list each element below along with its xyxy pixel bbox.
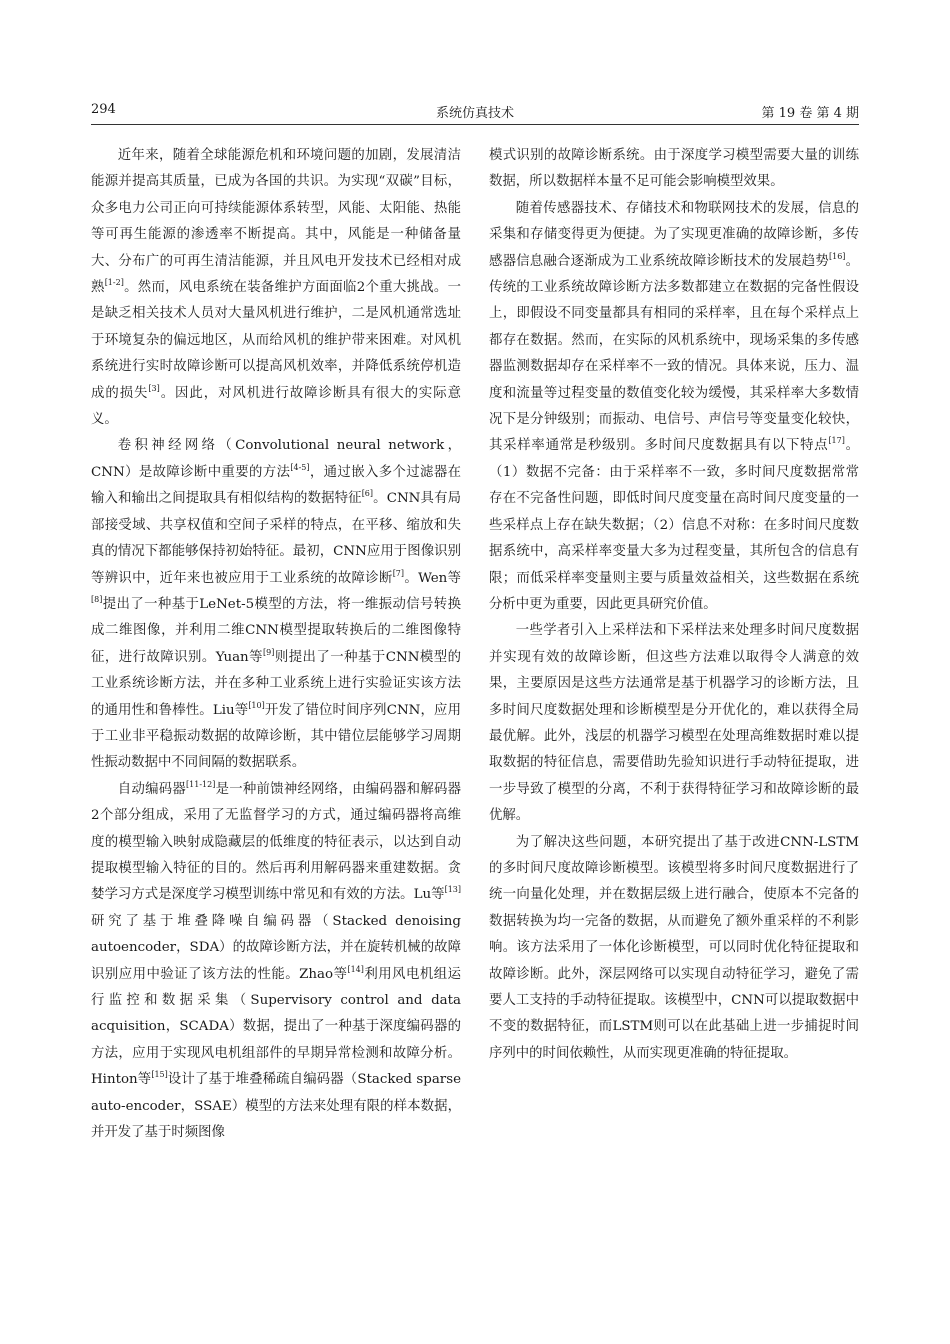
- paragraph: 模式识别的故障诊断系统。由于深度学习模型需要大量的训练数据，所以数据样本量不足可能会影响模型效果。: [489, 148, 859, 190]
- page-number: 294: [91, 102, 116, 117]
- citation: [16]: [828, 251, 846, 261]
- journal-title: 系统仿真技术: [435, 106, 514, 121]
- citation: [6]: [361, 489, 374, 499]
- citation: [13]: [444, 885, 461, 895]
- citation: [4-5]: [290, 462, 310, 472]
- running-header: [91, 98, 859, 125]
- citation: [7]: [392, 568, 405, 578]
- citation: [17]: [828, 436, 845, 446]
- paragraph: 随着传感器技术、存储技术和物联网技术的发展，信息的采集和存储变得更为便捷。为了实现更准确的故障诊断，多传感器信息融合逐渐成为工业系统故障诊断技术的发展趋势[16]。传统的工业系统故障诊断方法多数都建立在数据的完备性假设上，即假设不同变量都具有相同的采样率，且在每个采样点上都存在数据。然而，在实际的风机系统中，现场采集的多传感器监测数据却存在采样率不一致的情况。具体来说，压力、温度和流量等过程变量的数值变化较为缓慢，其采样率大多数情况下是分钟级别；而振动、电信号、声信号等变量变化较快，其采样率通常是秒级别。多时间尺度数据具有以下特点[17]。（1）数据不完备：由于采样率不一致，多时间尺度数据常常存在不完备性问题，即低时间尺度变量在高时间尺度变量的一些采样点上存在缺失数据；（2）信息不对称：在多时间尺度数据系统中，高采样率变量大多为过程变量，其所包含的信息有限；而低采样率变量则主要与质量效益相关，这些数据在系统分析中更为重要，因此更具研究价值。: [489, 200, 860, 612]
- citation: [3]: [148, 383, 160, 393]
- paragraph: 自动编码器[11-12]是一种前馈神经网络，由编码器和解码器2个部分组成，采用了无监督学习的方式，通过编码器将高维度的模型输入映射成隐藏层的低维度的特征表示，以达到自动提取模型输入特征的目的。然后再利用解码器来重建数据。贪婪学习方式是深度学习模型训练中常见和有效的方法。Lu等[13]研究了基于堆叠降噪自编码器（Stacked denoising autoencoder，SDA）的故障诊断方法，并在旋转机械的故障识别应用中验证了该方法的性能。Zhao等[14]利用风电机组运行监控和数据采集（Supervisory control and data acquisition，SCADA）数据，提出了一种基于深度编码器的方法，应用于实现风电机组部件的早期异常检测和故障分析。Hinton等[15]设计了基于堆叠稀疏自编码器（Stacked sparse auto-encoder，SSAE）模型的方法来处理有限的样本数据，并开发了基于时频图像: [91, 779, 462, 1141]
- paragraph: 近年来，随着全球能源危机和环境问题的加剧，发展清洁能源并提高其质量，已成为各国的共识。为实现“双碳”目标，众多电力公司正向可持续能源体系转型，风能、太阳能、热能等可再生能源的渗透率不断提高。其中，风能是一种储备量大、分布广的可再生清洁能源，并且风电开发技术已经相对成熟[1-2]。然而，风电系统在装备维护方面面临2个重大挑战。一是缺乏相关技术人员对大量风机进行维护，二是风机通常选址于环境复杂的偏远地区，从而给风机的维护带来困难。对风机系统进行实时故障诊断可以提高风机效率，并降低系统停机造成的损失[3]。因此，对风机进行故障诊断具有很大的实际意义。: [91, 148, 462, 428]
- paragraph: 卷积神经网络（Convolutional neural network，CNN）是故障诊断中重要的方法[4-5]，通过嵌入多个过滤器在输入和输出之间提取具有相似结构的数据特征[6]。CNN具有局部接受域、共享权值和空间子采样的特点，在平移、缩放和失真的情况下都能够保持初始特征。最初，CNN应用于图像识别等辨识中，近年来也被应用于工业系统的故障诊断[7]。Wen等[8]提出了一种基于LeNet-5模型的方法，将一维振动信号转换成二维图像，并利用二维CNN模型提取转换后的二维图像特征，进行故障识别。Yuan等[9]则提出了一种基于CNN模型的工业系统诊断方法，并在多种工业系统上进行实验证实该方法的通用性和鲁棒性。Liu等[10]开发了错位时间序列CNN，应用于工业非平稳振动数据的故障诊断，其中错位层能够学习周期性振动数据中不同间隔的数据联系。: [91, 438, 462, 771]
- citation: [9]: [263, 647, 275, 657]
- right-column: [489, 143, 859, 1067]
- issue-info: 第 19 卷 第 4 期: [761, 106, 859, 121]
- citation: [1-2]: [104, 278, 124, 288]
- citation: [15]: [151, 1070, 168, 1080]
- paragraph: 一些学者引入上采样法和下采样法来处理多时间尺度数据并实现有效的故障诊断，但这些方法难以取得令人满意的效果，主要原因是这些方法通常是基于机器学习的诊断方法，且多时间尺度数据处理和诊断模型是分开优化的，难以获得全局最优解。此外，浅层的机器学习模型在处理高维数据时难以提取数据的特征信息，需要借助先验知识进行手动特征提取，进一步导致了模型的分离，不利于获得特征学习和故障诊断的最优解。: [489, 623, 859, 824]
- paragraph: 为了解决这些问题，本研究提出了基于改进CNN-LSTM的多时间尺度故障诊断模型。该模型将多时间尺度数据进行了统一向量化处理，并在数据层级上进行融合，使原本不完备的数据转换为均一完备的数据，从而避免了额外重采样的不利影响。该方法采用了一体化诊断模型，可以同时优化特征提取和故障诊断。此外，深层网络可以实现自动特征学习，避免了需要人工支持的手动特征提取。该模型中，CNN可以提取数据中不变的数据特征，而LSTM则可以在此基础上进一步捕捉时间序列中的时间依赖性，从而实现更准确的特征提取。: [489, 834, 859, 1061]
- citation: [10]: [248, 700, 265, 710]
- left-column: [91, 143, 461, 1146]
- citation: [14]: [347, 964, 364, 974]
- citation: [8]: [91, 594, 103, 604]
- citation: [11-12]: [186, 779, 216, 789]
